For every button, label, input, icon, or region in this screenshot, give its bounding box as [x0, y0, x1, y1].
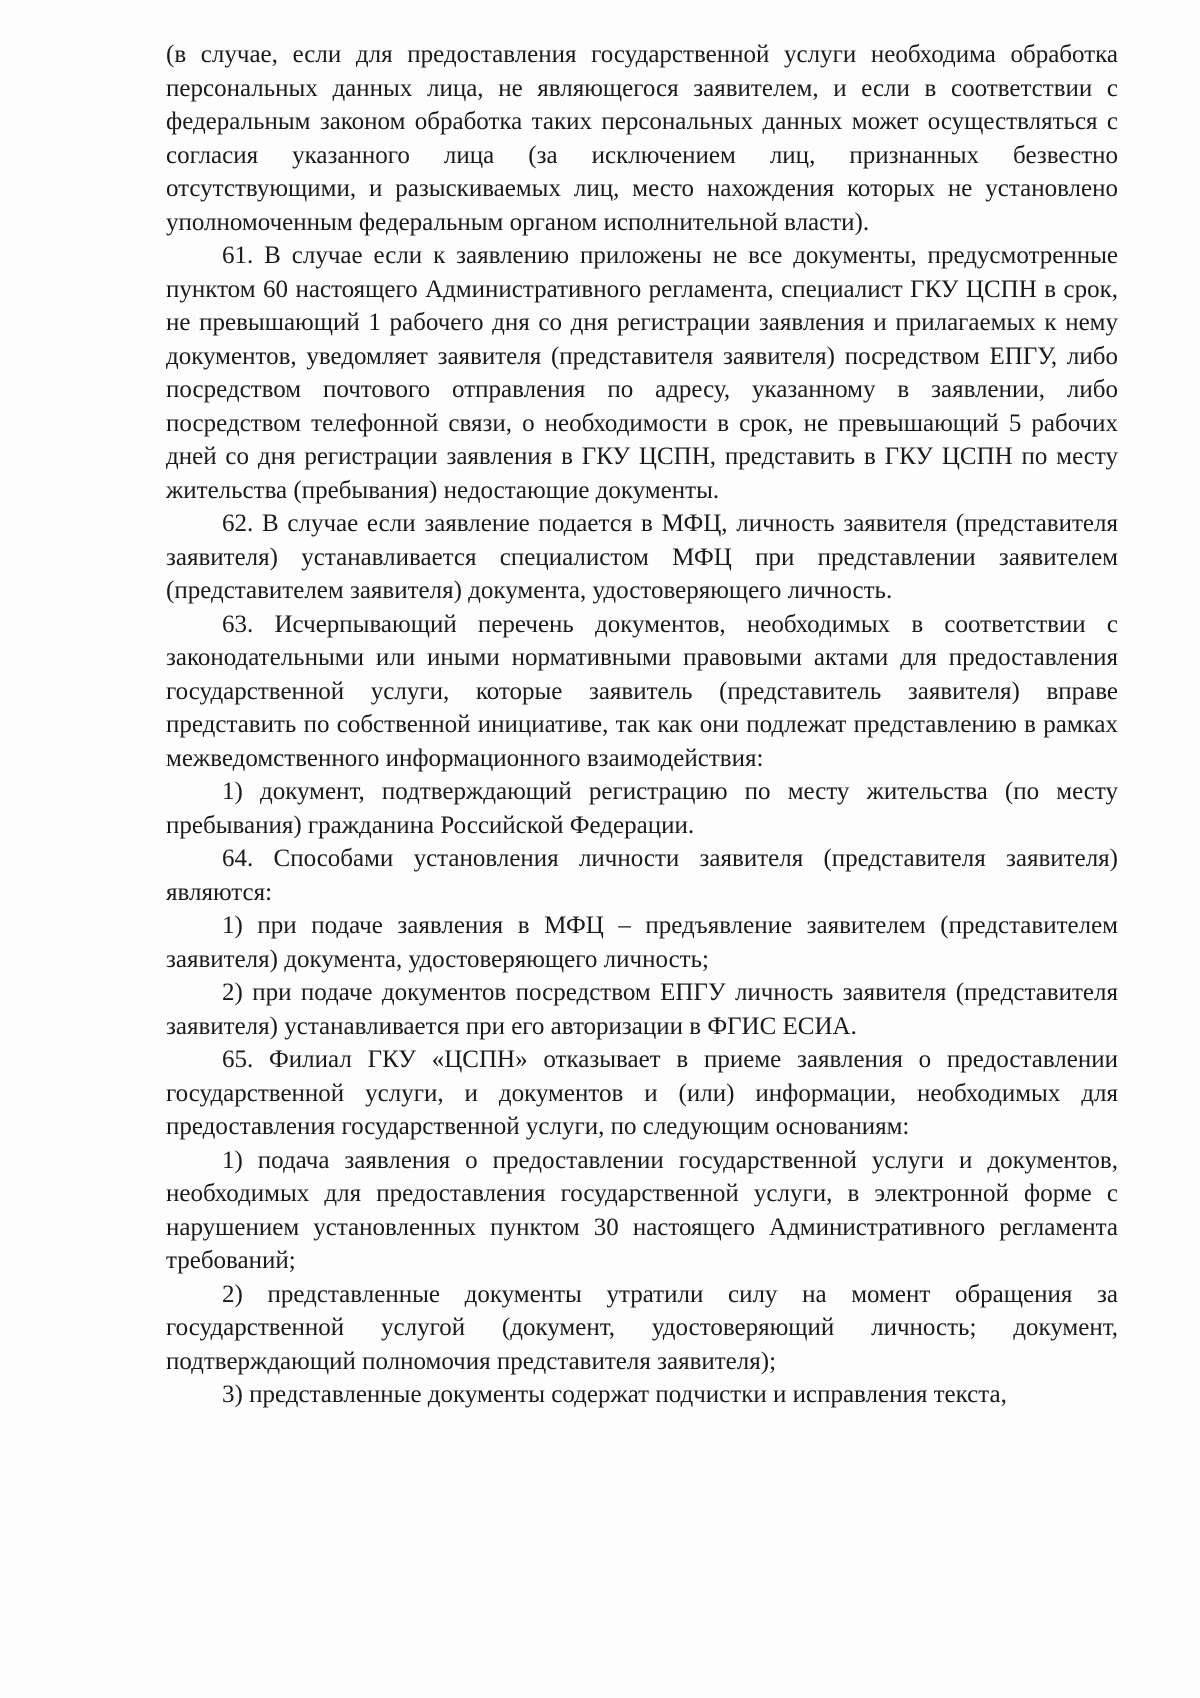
paragraph: 63. Исчерпывающий перечень документов, необходимых в соответствии с законодательными или иными нормативными правовыми актами для предоставления государственной услуги, которые заявитель (представитель заявителя) вправе представить по собственной инициативе, так как они подлежат представлению в рамках межведомственного информационного взаимодействия: — [166, 610, 1118, 772]
list-item: 1) при подаче заявления в МФЦ – предъявление заявителем (представителем заявителя) документа, удостоверяющего личность; — [166, 912, 1118, 973]
list-item: 3) представленные документы содержат подчистки и исправления текста, — [222, 1381, 1007, 1408]
paragraph: 62. В случае если заявление подается в МФЦ, личность заявителя (представителя заявителя) устанавливается специалистом МФЦ при представлении заявителем (представителем заявителя) документа, удостоверяющего личность. — [166, 510, 1118, 604]
paragraph: 65. Филиал ГКУ «ЦСПН» отказывает в приеме заявления о предоставлении государственной услуги, и документов и (или) информации, необходимых для предоставления государственной услуги, по следующим основаниям: — [166, 1046, 1118, 1140]
list-item: 1) документ, подтверждающий регистрацию по месту жительства (по месту пребывания) гражданина Российской Федерации. — [166, 778, 1118, 839]
paragraph: (в случае, если для предоставления государственной услуги необходима обработка персональных данных лица, не являющегося заявителем, и если в соответствии с федеральным законом обработка таких персональных данных может осуществляться с согласия указанного лица (за исключением лиц, признанных безвестно отсутствующими, и разыскиваемых лиц, место нахождения которых не установлено уполномоченным федеральным органом исполнительной власти). — [166, 41, 1118, 236]
list-item: 1) подача заявления о предоставлении государственной услуги и документов, необходимых для предоставления государственной услуги, в электронной форме с нарушением установленных пунктом 30 настоящего Административного регламента требований; — [166, 1146, 1118, 1274]
list-item: 2) при подаче документов посредством ЕПГУ личность заявителя (представителя заявителя) устанавливается при его авторизации в ФГИС ЕСИА. — [166, 979, 1118, 1040]
document-body — [166, 38, 1118, 1412]
paragraph: 61. В случае если к заявлению приложены не все документы, предусмотренные пунктом 60 настоящего Административного регламента, специалист ГКУ ЦСПН в срок, не превышающий 1 рабочего дня со дня регистрации заявления и прилагаемых к нему документов, уведомляет заявителя (представителя заявителя) посредством ЕПГУ, либо посредством почтового отправления по адресу, указанному в заявлении, либо посредством телефонной связи, о необходимости в срок, не превышающий 5 рабочих дней со дня регистрации заявления в ГКУ ЦСПН, представить в ГКУ ЦСПН по месту жительства (пребывания) недостающие документы. — [166, 242, 1118, 504]
list-item: 2) представленные документы утратили силу на момент обращения за государственной услугой (документ, удостоверяющий личность; документ, подтверждающий полномочия представителя заявителя); — [166, 1280, 1118, 1375]
paragraph: 64. Способами установления личности заявителя (представителя заявителя) являются: — [166, 845, 1118, 906]
